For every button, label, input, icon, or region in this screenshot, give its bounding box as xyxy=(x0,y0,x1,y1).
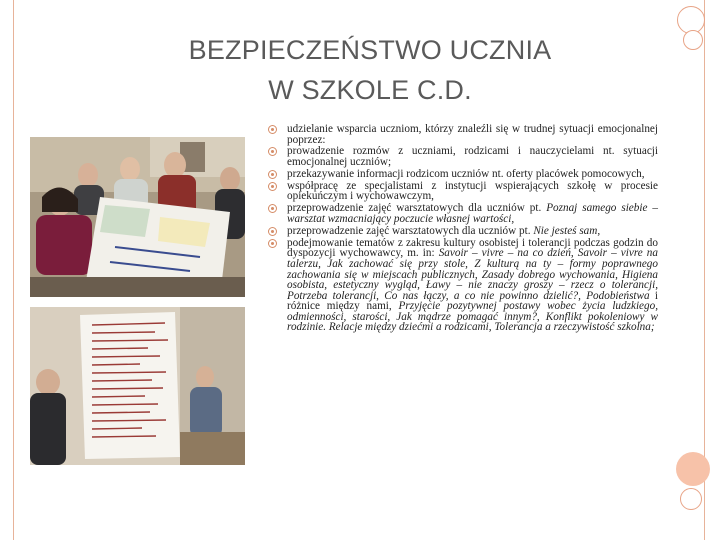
bullet-circle-icon xyxy=(268,147,277,156)
bullet-text: przekazywanie informacji rodzicom uczniów nt. oferty placówek pomocowych, xyxy=(287,167,645,180)
bullet-text: prowadzenie rozmów z uczniami, rodzicami i nauczycielami nt. sytuacji emocjonalnej uczniów; xyxy=(287,145,658,169)
bullet-circle-icon xyxy=(268,204,277,213)
bullet-circle-icon xyxy=(268,125,277,134)
bullet-text-italic: Savoir – vivre – na co dzień, Savoir – vivre na talerzu, Jak zachować się przy stole, Z kulturą na ty – formy poprawnego zachowania się w miejscach publicznych, Zasady dobrego wychowania, Higiena osobista, estetyczny wygląd, Ławy – nie znaczy groszy – rzecz o tolerancji, Potrzeba tolerancji, Co nas łączy, a co nie powinno dzielić?, Podobieństwa xyxy=(287,247,658,302)
list-item xyxy=(264,181,658,202)
bullet-circle-icon xyxy=(268,227,277,236)
title-line-2: W SZKOLE C.D. xyxy=(268,75,472,105)
students-workshop-photo xyxy=(30,137,245,297)
slide-title xyxy=(100,30,640,110)
bullet-text: i różnice między nami, xyxy=(287,289,658,313)
bullet-circle-icon xyxy=(268,170,277,179)
bullet-text: przeprowadzenie zajęć warsztatowych dla uczniów pt. xyxy=(287,202,547,215)
bullet-text-italic: Nie jesteś sam, xyxy=(533,224,601,237)
bullet-text: podejmowanie tematów z zakresu kultury osobistej i tolerancji podczas godzin do dyspozycji wychowawcy, m. in: xyxy=(287,236,658,260)
decorative-circle xyxy=(676,452,710,486)
decorative-circle xyxy=(680,488,702,510)
list-item xyxy=(264,226,658,237)
left-border-line xyxy=(13,0,14,540)
list-item xyxy=(264,124,658,145)
list-item xyxy=(264,203,658,224)
bullet-circle-icon xyxy=(268,182,277,191)
bullet-list xyxy=(264,124,658,334)
list-item xyxy=(264,238,658,333)
bullet-text-italic: Przyjęcie pozytywnej postawy wobec życia ludzkiego, odmienności, starości, Jak mądrze pomagać innym?, Konflikt pokoleniowy w rodzinie. Relacje między dziećmi a rodzicami, Tolerancja a rzeczywistość szkolna; xyxy=(287,300,658,334)
list-item xyxy=(264,169,658,180)
list-item xyxy=(264,146,658,167)
title-line-1: BEZPIECZEŃSTWO UCZNIA xyxy=(188,35,552,65)
bullet-circle-icon xyxy=(268,239,277,248)
bullet-text: przeprowadzenie zajęć warsztatowych dla uczniów pt. xyxy=(287,224,534,237)
bullet-text-italic: Poznaj samego siebie – warsztat wzmacniający poczucie własnej wartości, xyxy=(287,202,658,225)
decorative-circle xyxy=(683,30,703,50)
bullet-text: udzielanie wsparcia uczniom, którzy znaleźli się w trudnej sytuacji emocjonalnej poprzez: xyxy=(287,123,658,146)
flipchart-notes-photo xyxy=(30,307,245,465)
bullet-text: współpracę ze specjalistami z instytucji wspierających szkołę w procesie opiekuńczym i wychowawczym, xyxy=(287,179,658,203)
